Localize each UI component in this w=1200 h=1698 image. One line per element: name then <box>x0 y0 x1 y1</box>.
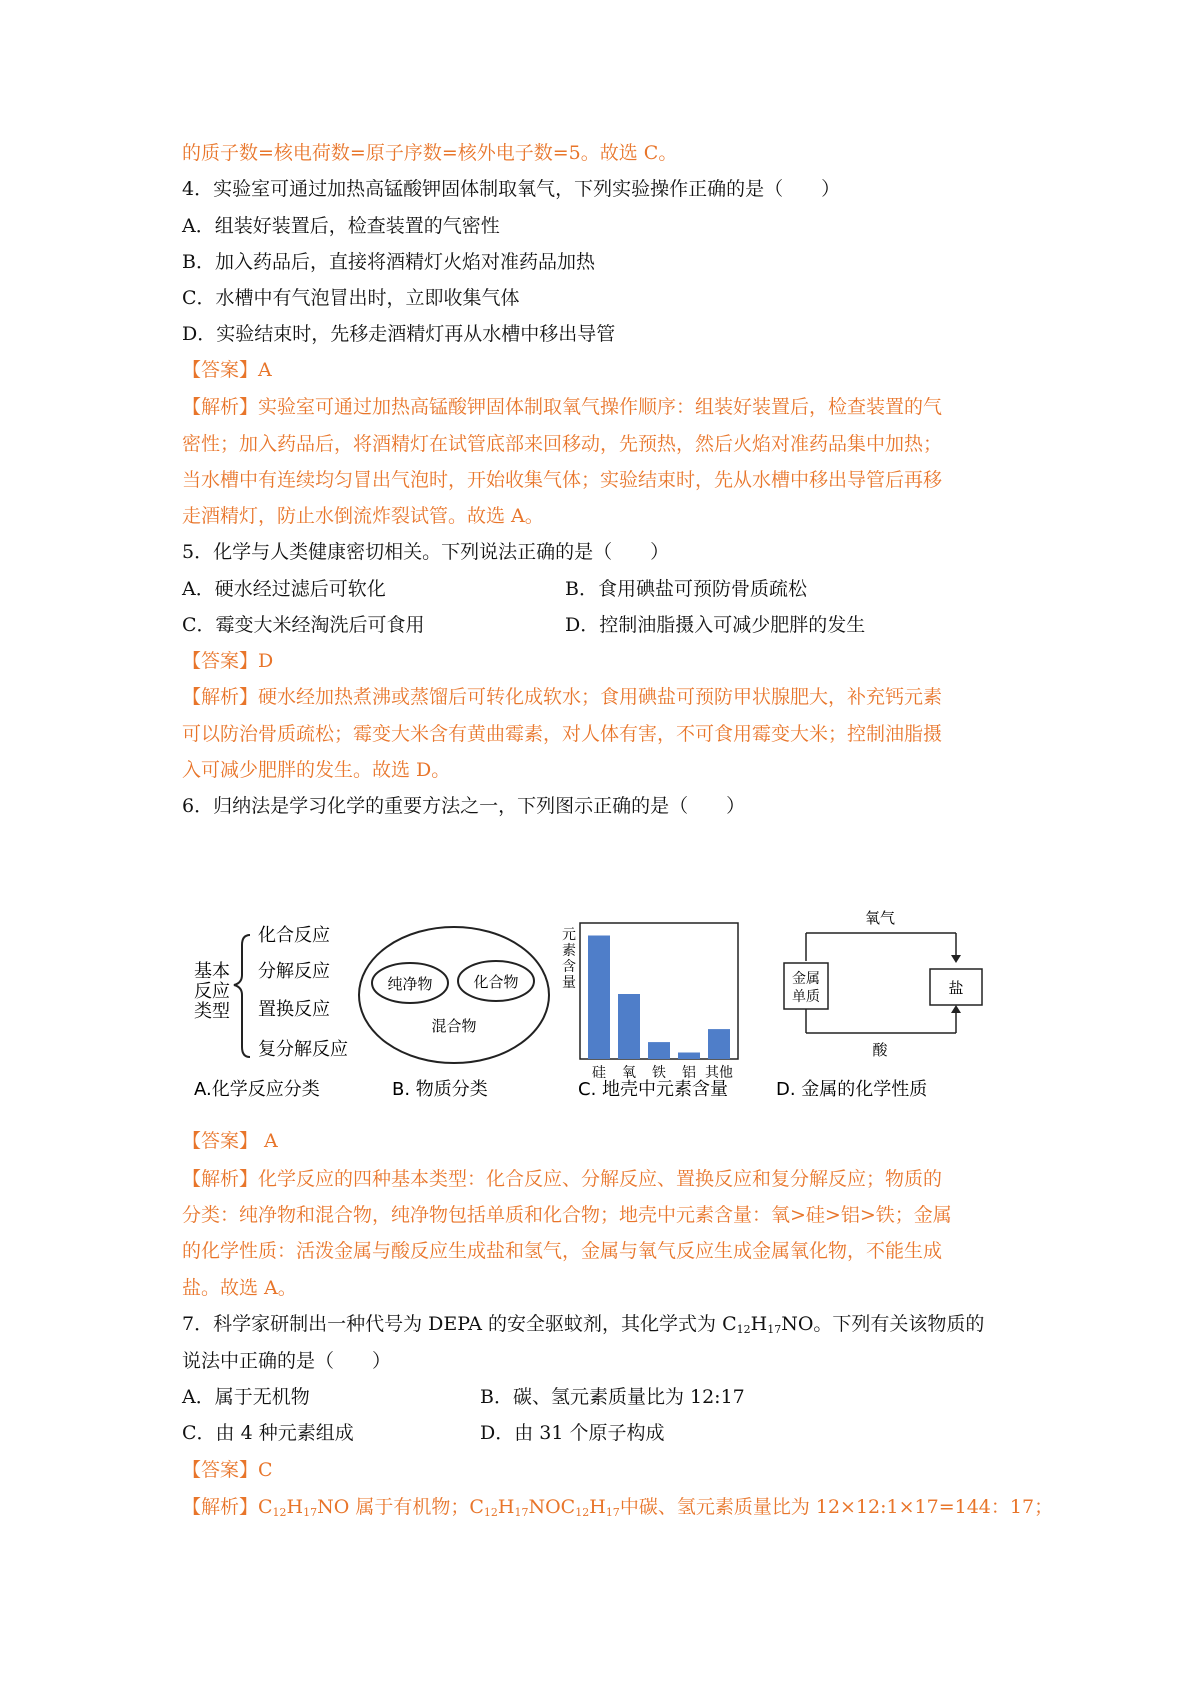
inner-label: 化合物 <box>473 973 519 991</box>
explanation-line: 【解析】化学反应的四种基本类型：化合反应、分解反应、置换反应和复分解反应；物质的 <box>182 1168 943 1190</box>
box-label: 盐 <box>948 979 964 997</box>
bar-铝 <box>678 1053 700 1060</box>
x-tick-label: 硅 <box>592 1065 606 1081</box>
explanation-line: 走酒精灯，防止水倒流炸裂试管。故选 A。 <box>182 505 544 527</box>
option-c: C．水槽中有气泡冒出时，立即收集气体 <box>182 287 520 309</box>
option-d: D．控制油脂摄入可减少肥胖的发生 <box>565 614 866 636</box>
bar-series <box>588 936 730 1060</box>
diagram-c <box>562 923 738 1100</box>
explanation-line: 的化学性质：活泼金属与酸反应生成盐和氢气，金属与氧气反应生成金属氧化物，不能生成 <box>182 1240 943 1262</box>
outer-label: 混合物 <box>431 1017 477 1035</box>
question-4: 4．实验室可通过加热高锰酸钾固体制取氧气，下列实验操作正确的是（ ） <box>182 178 841 200</box>
bar-硅 <box>588 936 610 1060</box>
brace-item: 分解反应 <box>258 961 330 982</box>
bar-氧 <box>618 994 640 1059</box>
brace-item: 置换反应 <box>258 999 330 1020</box>
inner-label: 纯净物 <box>387 975 433 993</box>
bar-铁 <box>648 1042 670 1059</box>
explanation-line: 【解析】实验室可通过加热高锰酸钾固体制取氧气操作顺序：组装好装置后，检查装置的气 <box>182 396 943 418</box>
diagram-a <box>194 925 348 1100</box>
question-6: 6．归纳法是学习化学的重要方法之一，下列图示正确的是（ ） <box>182 795 746 817</box>
box-label: 金属 <box>792 971 820 987</box>
outer-ellipse <box>359 927 549 1063</box>
option-c: C．霉变大米经淘洗后可食用 <box>182 614 425 636</box>
option-c: C．由 4 种元素组成 <box>182 1422 354 1444</box>
ylabel-char: 素 <box>562 943 576 959</box>
x-tick-label: 铁 <box>652 1065 666 1081</box>
caption: A.化学反应分类 <box>194 1079 320 1100</box>
question-7-continued: 说法中正确的是（ ） <box>182 1350 392 1372</box>
answer: 【答案】D <box>182 650 274 672</box>
diagram-b <box>359 927 549 1100</box>
option-a: A．硬水经过滤后可软化 <box>182 578 386 600</box>
brace <box>234 935 250 1057</box>
explanation-line: 【解析】硬水经加热煮沸或蒸馏后可转化成软水；食用碘盐可预防甲状腺肥大，补充钙元素 <box>182 686 943 708</box>
bar-其他 <box>708 1029 730 1059</box>
answer: 【答案】 A <box>182 1130 278 1152</box>
explanation-line: 入可减少肥胖的发生。故选 D。 <box>182 759 451 781</box>
answer: 【答案】A <box>182 359 272 381</box>
option-b: B．加入药品后，直接将酒精灯火焰对准药品加热 <box>182 251 595 273</box>
explanation-line: 密性；加入药品后，将酒精灯在试管底部来回移动，先预热，然后火焰对准药品集中加热； <box>182 433 943 455</box>
caption: D. 金属的化学性质 <box>776 1079 928 1100</box>
question-5: 5．化学与人类健康密切相关。下列说法正确的是（ ） <box>182 541 670 563</box>
brace-item: 复分解反应 <box>258 1039 348 1060</box>
option-a: A．属于无机物 <box>182 1386 310 1408</box>
option-d: D．实验结束时，先移走酒精灯再从水槽中移出导管 <box>182 323 616 345</box>
option-b: B．食用碘盐可预防骨质疏松 <box>565 578 807 600</box>
ylabel-char: 含 <box>562 959 576 975</box>
question-7: 7．科学家研制出一种代号为 DEPA 的安全驱蚊剂，其化学式为 $C_{12}H_{17}NO$。下列有关该物质的 <box>182 1313 985 1336</box>
x-tick-label: 其他 <box>705 1065 733 1081</box>
edge-label-bottom: 酸 <box>872 1041 888 1059</box>
answer: 【答案】C <box>182 1459 273 1481</box>
explanation-line: 分类：纯净物和混合物，纯净物包括单质和化合物；地壳中元素含量：氧>硅>铝>铁；金属 <box>182 1204 952 1226</box>
box-label: 单质 <box>792 989 820 1005</box>
root-label: 基本 <box>194 961 230 982</box>
arrow-head <box>951 955 961 963</box>
x-tick-label: 氧 <box>622 1065 636 1081</box>
question-6-figure <box>180 905 1040 1105</box>
option-b: B．碳、氢元素质量比为 12:17 <box>480 1386 745 1408</box>
explanation-line: 的质子数=核电荷数=原子序数=核外电子数=5。故选 C。 <box>182 142 678 164</box>
option-d: D．由 31 个原子构成 <box>480 1422 665 1444</box>
ylabel-char: 量 <box>562 975 576 991</box>
root-label: 类型 <box>194 1001 230 1022</box>
edge-label-top: 氧气 <box>864 909 896 927</box>
explanation-line: 【解析】$C_{12}H_{17}NO$ 属于有机物；$C_{12}H_{17}NOC_{12}H_{17}$中碳、氢元素质量比为 12×12:1×17=144：17； <box>182 1496 1054 1519</box>
diagram-d <box>776 909 982 1100</box>
caption: C. 地壳中元素含量 <box>578 1079 729 1100</box>
option-a: A．组装好装置后，检查装置的气密性 <box>182 215 500 237</box>
explanation-line: 当水槽中有连续均匀冒出气泡时，开始收集气体；实验结束时，先从水槽中移出导管后再移 <box>182 469 943 491</box>
ylabel-char: 元 <box>562 927 576 943</box>
root-label: 反应 <box>194 981 230 1002</box>
explanation-line: 可以防治骨质疏松；霉变大米含有黄曲霉素，对人体有害，不可食用霉变大米；控制油脂摄 <box>182 723 943 745</box>
arrow-head <box>951 1005 961 1013</box>
x-tick-label: 铝 <box>682 1065 696 1081</box>
explanation-line: 盐。故选 A。 <box>182 1277 297 1299</box>
brace-item: 化合反应 <box>258 925 330 946</box>
caption: B. 物质分类 <box>392 1079 488 1100</box>
